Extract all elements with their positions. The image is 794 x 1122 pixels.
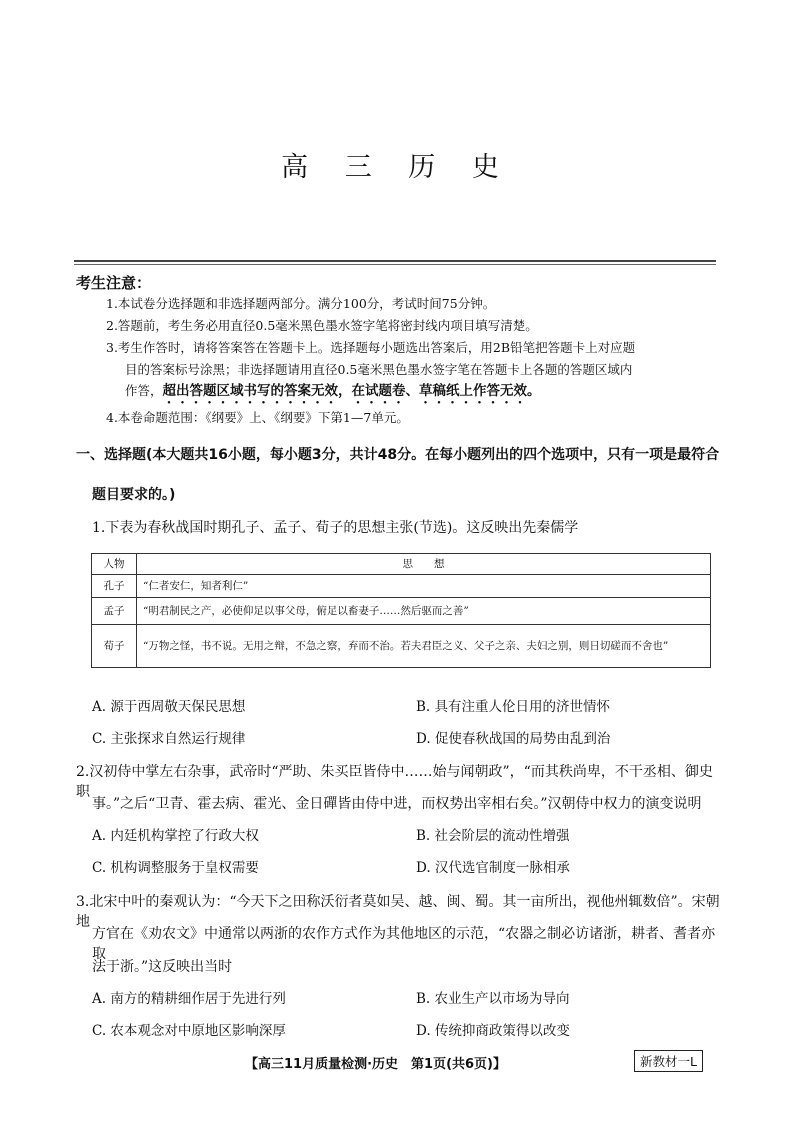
option-b: B. 社会阶层的流动性增强 bbox=[416, 828, 570, 844]
option-a: A. 南方的精耕细作居于先进行列 bbox=[92, 991, 286, 1007]
table-header-cell: 思 想 bbox=[137, 554, 711, 575]
table-cell-text: “万物之怪，书不说。无用之辩，不急之察，弃而不治。若夫君臣之义、父子之亲、夫妇之别，则日切磋而不舍也” bbox=[137, 625, 711, 668]
option-b: B. 农业生产以市场为导向 bbox=[416, 991, 570, 1007]
question-2-stem: 事。”之后“卫青、霍去病、霍光、金日磾皆由侍中进，而权势出宰相右矣。”汉朝侍中权力的演变说明 bbox=[92, 796, 702, 812]
notice-text: 作答， bbox=[125, 383, 163, 398]
notice-item: 1.本试卷分选择题和非选择题两部分。满分100分，考试时间75分钟。 bbox=[106, 296, 496, 311]
table-row bbox=[92, 625, 711, 668]
thoughts-table bbox=[91, 553, 711, 668]
divider bbox=[74, 264, 716, 265]
table-header-cell: 人物 bbox=[92, 554, 137, 575]
question-2-stem: 2.汉初侍中掌左右杂事，武帝时“严助、朱买臣皆侍中……始与闻朝政”，“而其秩尚卑，不干丞相、御史职 bbox=[76, 764, 713, 800]
table-cell-text: “仁者安仁，知者利仁” bbox=[137, 575, 711, 598]
table-cell-text: “明君制民之产，必使仰足以事父母，俯足以畜妻子……然后驱而之善” bbox=[137, 598, 711, 625]
divider bbox=[74, 260, 716, 262]
question-3-stem: 法于浙。”这反映出当时 bbox=[92, 959, 233, 975]
notice-heading: 考生注意： bbox=[76, 274, 152, 292]
table-cell-name: 孔子 bbox=[92, 575, 137, 598]
section-heading: 一、选择题(本大题共16小题，每小题3分，共计48分。在每小题列出的四个选项中，只有一项是最符合 bbox=[76, 447, 720, 463]
table-header-row bbox=[92, 554, 711, 575]
question-3-stem: 方官在《劝农文》中通常以两浙的农作方式作为其他地区的示范，“农器之制必访诸浙，耕者、耆者亦取 bbox=[92, 926, 716, 962]
option-d: D. 汉代选官制度一脉相承 bbox=[416, 860, 570, 876]
option-d: D. 促使春秋战国的局势由乱到治 bbox=[416, 731, 611, 747]
option-c: C. 机构调整服务于皇权需要 bbox=[92, 860, 259, 876]
page-title: 高 三 历 史 bbox=[281, 152, 513, 183]
notice-item bbox=[125, 383, 718, 407]
question-1-stem: 1.下表为春秋战国时期孔子、孟子、荀子的思想主张(节选)。这反映出先秦儒学 bbox=[92, 520, 579, 536]
section-heading: 题目要求的。) bbox=[92, 487, 176, 503]
page-footer: 【高三11月质量检测·历史 第1页(共6页)】 bbox=[245, 1057, 507, 1072]
option-c: C. 农本观念对中原地区影响深厚 bbox=[92, 1023, 286, 1039]
notice-item: 4.本卷命题范围：《纲要》上、《纲要》下第1—7单元。 bbox=[106, 410, 409, 425]
question-3-stem: 3.北宋中叶的秦观认为：“今天下之田称沃衍者莫如吴、越、闽、蜀。其一亩所出，视他州辄数倍”。宋朝地 bbox=[76, 894, 720, 930]
table-cell-name: 孟子 bbox=[92, 598, 137, 625]
notice-item: 2.答题前，考生务必用直径0.5毫米黑色墨水签字笔将密封线内项目填写清楚。 bbox=[106, 318, 538, 333]
option-a: A. 内廷机构掌控了行政大权 bbox=[92, 828, 259, 844]
table-cell-name: 荀子 bbox=[92, 625, 137, 668]
notice-item: 目的答案标号涂黑；非选择题请用直径0.5毫米黑色墨水签字笔在答题卡上各题的答题区域内 bbox=[125, 362, 633, 377]
table-row bbox=[92, 575, 711, 598]
table-row bbox=[92, 598, 711, 625]
option-a: A. 源于西周敬天保民思想 bbox=[92, 699, 246, 715]
option-d: D. 传统抑商政策得以改变 bbox=[416, 1023, 570, 1039]
option-c: C. 主张探求自然运行规律 bbox=[92, 731, 246, 747]
notice-emphasis: 超出答题区域书写的答案无效，在试题卷、草稿纸上作答无效。 bbox=[162, 383, 541, 399]
option-b: B. 具有注重人伦日用的济世情怀 bbox=[416, 699, 611, 715]
edition-badge: 新教材一L bbox=[634, 1050, 703, 1072]
notice-item: 3.考生作答时，请将答案答在答题卡上。选择题每小题选出答案后，用2B铅笔把答题卡上对应题 bbox=[106, 340, 636, 355]
